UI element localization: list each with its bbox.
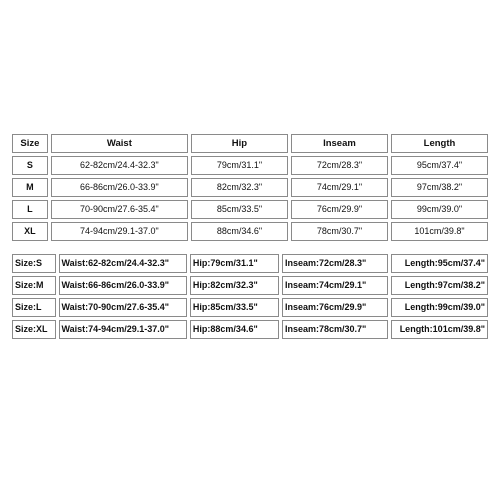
cell-length: 101cm/39.8" [391,222,488,241]
cell-waist: 70-90cm/27.6-35.4" [51,200,188,219]
cell-size: Size:XL [12,320,56,339]
cell-waist: Waist:74-94cm/29.1-37.0" [59,320,187,339]
cell-hip: Hip:79cm/31.1" [190,254,279,273]
cell-size: Size:S [12,254,56,273]
table-row [12,200,488,219]
cell-inseam: Inseam:76cm/29.9" [282,298,388,317]
cell-waist: 74-94cm/29.1-37.0" [51,222,188,241]
cell-inseam: Inseam:78cm/30.7" [282,320,388,339]
header-length: Length [391,134,488,153]
cell-inseam: 78cm/30.7" [291,222,388,241]
cell-length: Length:101cm/39.8" [391,320,488,339]
table-row [12,298,488,317]
header-size: Size [12,134,48,153]
header-hip: Hip [191,134,288,153]
cell-inseam: Inseam:74cm/29.1" [282,276,388,295]
cell-length: 97cm/38.2" [391,178,488,197]
cell-hip: Hip:85cm/33.5" [190,298,279,317]
cell-inseam: 72cm/28.3" [291,156,388,175]
cell-length: 95cm/37.4" [391,156,488,175]
cell-length: Length:97cm/38.2" [391,276,488,295]
cell-length: 99cm/39.0" [391,200,488,219]
cell-size: XL [12,222,48,241]
cell-length: Length:95cm/37.4" [391,254,488,273]
cell-hip: Hip:88cm/34.6" [190,320,279,339]
cell-size: L [12,200,48,219]
cell-hip: 79cm/31.1" [191,156,288,175]
cell-size: M [12,178,48,197]
cell-hip: Hip:82cm/32.3" [190,276,279,295]
header-waist: Waist [51,134,188,153]
table-row [12,320,488,339]
cell-waist: 66-86cm/26.0-33.9" [51,178,188,197]
cell-hip: 88cm/34.6" [191,222,288,241]
cell-waist: 62-82cm/24.4-32.3" [51,156,188,175]
cell-size: S [12,156,48,175]
size-chart-table [9,131,491,244]
cell-size: Size:L [12,298,56,317]
cell-hip: 82cm/32.3" [191,178,288,197]
size-details-table [9,251,491,342]
table-row [12,178,488,197]
cell-size: Size:M [12,276,56,295]
table-row [12,276,488,295]
table-header-row [12,134,488,153]
cell-inseam: 76cm/29.9" [291,200,388,219]
cell-waist: Waist:70-90cm/27.6-35.4" [59,298,187,317]
table-row [12,222,488,241]
cell-waist: Waist:62-82cm/24.4-32.3" [59,254,187,273]
cell-inseam: Inseam:72cm/28.3" [282,254,388,273]
cell-length: Length:99cm/39.0" [391,298,488,317]
table-row [12,254,488,273]
cell-waist: Waist:66-86cm/26.0-33.9" [59,276,187,295]
cell-inseam: 74cm/29.1" [291,178,388,197]
table-row [12,156,488,175]
cell-hip: 85cm/33.5" [191,200,288,219]
header-inseam: Inseam [291,134,388,153]
